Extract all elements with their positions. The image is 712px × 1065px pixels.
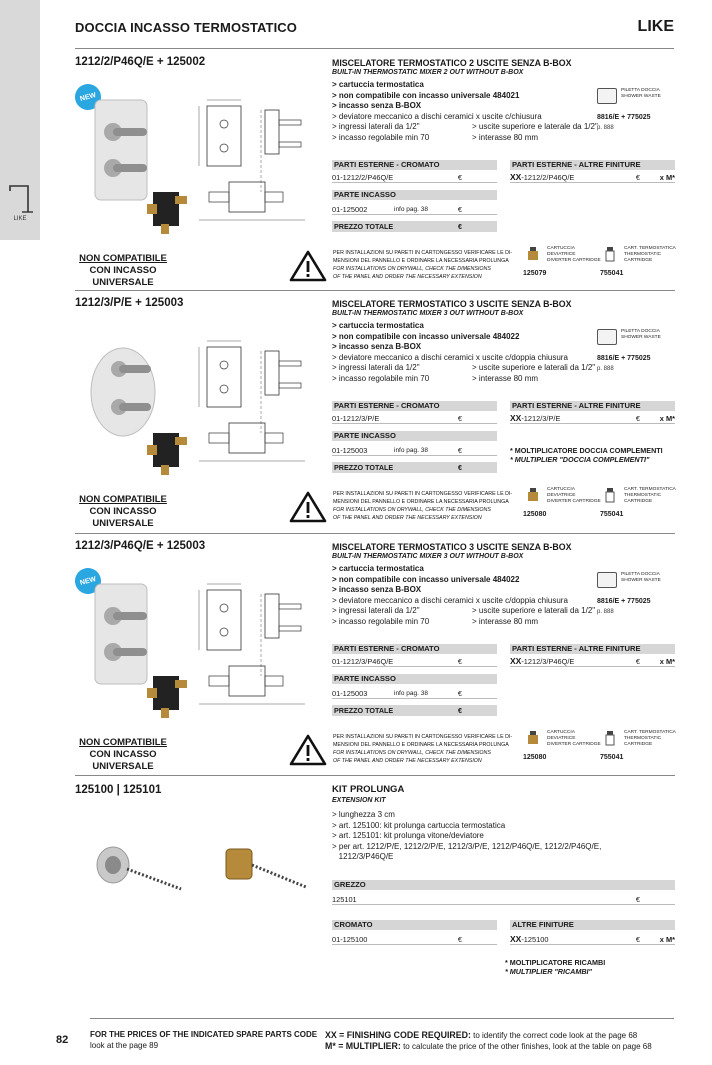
warning-icon [289, 250, 327, 282]
cromato-code: 01-125100 [332, 935, 368, 944]
drywall-note-it: MENSIONI DEL PANNELLO E ORDINARE LA NECESSARIA PROLUNGA [333, 742, 509, 748]
drywall-note-en: OF THE PANEL AND ORDER THE NECESSARY EXTENSION [333, 274, 482, 280]
thermo-cartridge-icon [600, 246, 620, 262]
footer-spare-rest: look at the page 89 [90, 1040, 159, 1050]
kit-chrome-image [93, 839, 183, 899]
ext-chrome-header: PARTI ESTERNE - CROMATO [332, 160, 497, 170]
not-compatible-note [75, 737, 171, 773]
thermo-label: CART. TERMOSTATICA [624, 246, 676, 251]
footer-m-rest: to calculate the price of the other finishes, look at the table on page 68 [400, 1042, 652, 1051]
new-badge-label: NEW [79, 575, 97, 587]
feature-list [332, 564, 596, 627]
euro-sign: € [457, 173, 462, 182]
feature-item: > cartuccia termostatica [332, 321, 424, 330]
body-code: 01-125003 [332, 689, 368, 698]
shower-waste-code: 8816/E + 775025 [597, 355, 651, 362]
feature-list [332, 80, 598, 143]
euro-sign: € [635, 173, 640, 182]
footer-divider [90, 1018, 674, 1019]
diverter-cartridge-icon [523, 246, 543, 262]
kit-feature-item: > art. 125101: kit prolunga vitone/deviatore [332, 831, 484, 840]
total-label: PREZZO TOTALE [334, 706, 394, 715]
kit-multiplier-note [505, 958, 605, 976]
euro-sign: € [458, 706, 462, 715]
cromato-row [332, 934, 497, 945]
product-title: MISCELATORE TERMOSTATICO 3 USCITE SENZA B-BOX [332, 299, 572, 309]
euro-sign: € [635, 935, 640, 944]
feature-item: > deviatore meccanico a dischi ceramici x uscite c/doppia chiusura [332, 595, 568, 605]
waste-label: PILETTA DOCCIA [621, 88, 660, 93]
finish-code-xx: XX [510, 172, 522, 182]
shower-waste-page: p. 888 [597, 609, 614, 615]
feature-item: > non compatibile con incasso universale 484021 [332, 90, 520, 100]
side-tab [0, 0, 40, 240]
not-compatible-line: UNIVERSALE [92, 761, 154, 772]
technical-drawing [195, 92, 325, 227]
cromato-header: CROMATO [332, 920, 497, 930]
not-compatible-line: UNIVERSALE [92, 277, 154, 288]
finish-code-xx: XX [510, 413, 522, 423]
ext-chrome-code: 01-1212/3/P46Q/E [332, 657, 394, 666]
product-subtitle: BUILT-IN THERMOSTATIC MIXER 2 OUT WITHOUT B-BOX [332, 69, 524, 76]
shower-waste-icon [597, 329, 617, 345]
total-label: PREZZO TOTALE [334, 463, 394, 472]
grezzo-header: GREZZO [332, 880, 675, 890]
waste-label: PILETTA DOCCIA [621, 572, 660, 577]
drywall-note-en: FOR INSTALLATIONS ON DRYWALL, CHECK THE DIMENSIONS [333, 507, 491, 513]
thermo-code: 755041 [600, 270, 624, 277]
ext-other-row [510, 413, 675, 424]
feature-item: > cartuccia termostatica [332, 564, 424, 573]
total-row [332, 221, 497, 232]
kit-subtitle: EXTENSION KIT [332, 797, 386, 804]
feature-item: > incasso senza B-BOX [332, 101, 422, 110]
technical-drawing [195, 576, 325, 711]
drywall-note-en: FOR INSTALLATIONS ON DRYWALL, CHECK THE DIMENSIONS [333, 266, 491, 272]
drywall-note [333, 733, 512, 765]
info-page: info pag. 38 [394, 447, 428, 454]
brand-name: LIKE [637, 18, 674, 35]
ext-other-row [510, 172, 675, 183]
info-page: info pag. 38 [394, 690, 428, 697]
diverter-label: CARTUCCIA [547, 246, 575, 251]
ext-chrome-code: 01-1212/2/P46Q/E [332, 173, 394, 182]
kit-feature-item: > art. 125100: kit prolunga cartuccia termostatica [332, 820, 506, 830]
thermo-code: 755041 [600, 754, 624, 761]
diverter-cartridge-icon [523, 730, 543, 746]
euro-sign: € [635, 895, 640, 904]
euro-sign: € [458, 222, 462, 231]
not-compatible-note [75, 253, 171, 289]
not-compatible-note [75, 494, 171, 530]
diverter-code: 125080 [523, 511, 547, 518]
euro-sign: € [457, 205, 462, 214]
body-row [332, 204, 497, 215]
not-compatible-line: CON INCASSO [89, 265, 157, 276]
footer-xx-rest: to identify the correct code look at the page 68 [470, 1031, 638, 1040]
feature-item: > interasse 80 mm [472, 616, 539, 626]
drywall-note-it: PER INSTALLAZIONI SU PARETI IN CARTONGESSO VERIFICARE LE DI- [333, 491, 513, 497]
thermo-label: CART. TERMOSTATICA [624, 487, 676, 492]
grezzo-code: 125101 [332, 895, 357, 904]
diverter-label: DIVERTER CARTRIDGE [547, 258, 601, 263]
section-divider [75, 533, 675, 534]
euro-sign: € [457, 446, 462, 455]
drywall-note-it: PER INSTALLAZIONI SU PARETI IN CARTONGESSO VERIFICARE LE DI- [333, 734, 513, 740]
euro-sign: € [457, 657, 462, 666]
body-code: 01-125003 [332, 446, 368, 455]
not-compatible-line: NON COMPATIBILE [79, 737, 167, 748]
drywall-note-it: PER INSTALLAZIONI SU PARETI IN CARTONGESSO VERIFICARE LE DI- [333, 250, 513, 256]
body-header: PARTE INCASSO [332, 190, 497, 200]
waste-label: SHOWER WASTE [621, 578, 661, 583]
footer-codes-note [325, 1030, 652, 1052]
euro-sign: € [457, 935, 462, 944]
info-page: info pag. 38 [394, 206, 428, 213]
ext-chrome-code: 01-1212/3/P/E [332, 414, 380, 423]
diverter-label: DEVIATRICE [547, 736, 576, 741]
thermo-label: CARTRIDGE [624, 499, 653, 504]
new-badge-label: NEW [79, 91, 97, 103]
multiplier: x M* [659, 935, 675, 944]
ext-other-row [510, 656, 675, 667]
feature-item: > incasso regolabile min 70 [332, 616, 430, 626]
total-row [332, 705, 497, 716]
product-code-title: 1212/3/P/E + 125003 [75, 297, 184, 309]
feature-item: > incasso senza B-BOX [332, 585, 422, 594]
drywall-note [333, 490, 512, 522]
not-compatible-line: NON COMPATIBILE [79, 494, 167, 505]
feature-item: > incasso regolabile min 70 [332, 132, 430, 142]
feature-item: > cartuccia termostatica [332, 80, 424, 89]
drywall-note-it: MENSIONI DEL PANNELLO E ORDINARE LA NECESSARIA PROLUNGA [333, 258, 509, 264]
shower-waste-page: p. 888 [597, 125, 614, 131]
feature-item: > non compatibile con incasso universale 484022 [332, 574, 520, 584]
kit-multiplier-en: * MULTIPLIER "RICAMBI" [505, 967, 592, 976]
finish-code-xx: XX [510, 656, 522, 666]
side-tab-label: LIKE [13, 216, 27, 222]
kit-feature-item: > per art. 1212/P/E, 1212/2/P/E, 1212/3/P/E, 1212/P46Q/E, 1212/2/P46Q/E, [332, 841, 602, 851]
feature-item: > non compatibile con incasso universale 484022 [332, 331, 520, 341]
footer-m-bold: M* = MULTIPLIER: [325, 1041, 401, 1051]
ext-other-header: PARTI ESTERNE - ALTRE FINITURE [510, 401, 675, 411]
waste-label: PILETTA DOCCIA [621, 329, 660, 334]
diverter-label: DEVIATRICE [547, 493, 576, 498]
thermo-label: THERMOSTATIC [624, 252, 662, 257]
body-header: PARTE INCASSO [332, 674, 497, 684]
page-title: DOCCIA INCASSO TERMOSTATICO [75, 20, 298, 35]
thermo-cartridge-icon [600, 730, 620, 746]
diverter-label: DIVERTER CARTRIDGE [547, 742, 601, 747]
kit-alt-header: ALTRE FINITURE [510, 920, 675, 930]
kit-multiplier-it: * MOLTIPLICATORE RICAMBI [505, 958, 606, 967]
feature-item: > incasso regolabile min 70 [332, 373, 430, 383]
warning-icon [289, 491, 327, 523]
drywall-note [333, 249, 512, 281]
feature-item: > uscite superiore e laterali da 1/2" [472, 363, 596, 372]
multiplier: x M* [659, 173, 675, 182]
total-row [332, 462, 497, 473]
kit-alt-row [510, 934, 675, 945]
feature-item: > interasse 80 mm [472, 373, 539, 383]
product-code-title: 1212/3/P46Q/E + 125003 [75, 540, 206, 552]
feature-item: > uscite superiore e laterale da 1/2" [472, 122, 598, 131]
not-compatible-line: NON COMPATIBILE [79, 253, 167, 264]
diverter-label: DEVIATRICE [547, 252, 576, 257]
not-compatible-line: UNIVERSALE [92, 518, 154, 529]
footer-spare-bold: FOR THE PRICES OF THE INDICATED SPARE PARTS CODE [90, 1030, 318, 1039]
euro-sign: € [635, 657, 640, 666]
body-row [332, 688, 497, 699]
total-label: PREZZO TOTALE [334, 222, 394, 231]
ext-chrome-row [332, 656, 497, 667]
product-section [75, 297, 675, 527]
shower-waste-icon [597, 572, 617, 588]
body-row [332, 445, 497, 456]
kit-code-title: 125100 | 125101 [75, 784, 162, 796]
warning-icon [289, 734, 327, 766]
kit-alt-code: -125100 [521, 935, 549, 944]
thermo-cartridge-icon [600, 487, 620, 503]
ext-chrome-row [332, 172, 497, 183]
built-in-body-image [147, 186, 187, 234]
product-section [75, 540, 675, 770]
drywall-note-en: FOR INSTALLATIONS ON DRYWALL, CHECK THE DIMENSIONS [333, 750, 491, 756]
footer-spare-parts-note [90, 1030, 317, 1051]
built-in-body-image [147, 670, 187, 718]
multiplier-note-it: * MOLTIPLICATORE DOCCIA COMPLEMENTI [510, 446, 663, 455]
not-compatible-line: CON INCASSO [89, 749, 157, 760]
header-divider [75, 48, 674, 49]
product-title: MISCELATORE TERMOSTATICO 3 USCITE SENZA B-BOX [332, 542, 572, 552]
feature-item: > deviatore meccanico a dischi ceramici x uscite c/doppia chiusura [332, 352, 568, 362]
grezzo-row [332, 894, 675, 905]
multiplier: x M* [659, 414, 675, 423]
body-code: 01-125002 [332, 205, 368, 214]
diverter-code: 125080 [523, 754, 547, 761]
body-header: PARTE INCASSO [332, 431, 497, 441]
kit-feature-list [332, 810, 601, 863]
feature-item: > uscite superiore e laterali da 1/2" [472, 606, 596, 615]
shower-waste-code: 8816/E + 775025 [597, 114, 651, 121]
drywall-note-it: MENSIONI DEL PANNELLO E ORDINARE LA NECESSARIA PROLUNGA [333, 499, 509, 505]
kit-feature-item: > lunghezza 3 cm [332, 810, 395, 819]
ext-other-code: -1212/3/P/E [521, 414, 561, 423]
diverter-label: CARTUCCIA [547, 487, 575, 492]
diverter-label: CARTUCCIA [547, 730, 575, 735]
feature-list [332, 321, 596, 384]
thermo-code: 755041 [600, 511, 624, 518]
product-subtitle: BUILT-IN THERMOSTATIC MIXER 3 OUT WITHOUT B-BOX [332, 553, 524, 560]
thermo-label: CARTRIDGE [624, 258, 653, 263]
feature-item: > ingressi laterali da 1/2" [332, 606, 420, 615]
section-divider [75, 290, 675, 291]
feature-item: > ingressi laterali da 1/2" [332, 363, 420, 372]
feature-item: > incasso senza B-BOX [332, 342, 422, 351]
waste-label: SHOWER WASTE [621, 335, 661, 340]
multiplier-note [510, 446, 663, 464]
multiplier: x M* [659, 657, 675, 666]
euro-sign: € [635, 414, 640, 423]
ext-other-code: -1212/2/P46Q/E [521, 173, 575, 182]
kit-brass-image [220, 839, 310, 899]
product-code-title: 1212/2/P46Q/E + 125002 [75, 56, 206, 68]
finish-code-xx: XX [510, 934, 522, 944]
kit-title: KIT PROLUNGA [332, 784, 405, 795]
ext-other-header: PARTI ESTERNE - ALTRE FINITURE [510, 160, 675, 170]
product-subtitle: BUILT-IN THERMOSTATIC MIXER 3 OUT WITHOUT B-BOX [332, 310, 524, 317]
not-compatible-line: CON INCASSO [89, 506, 157, 517]
drywall-note-en: OF THE PANEL AND ORDER THE NECESSARY EXTENSION [333, 515, 482, 521]
section-divider [75, 775, 675, 776]
shower-waste-code: 8816/E + 775025 [597, 598, 651, 605]
feature-item: > interasse 80 mm [472, 132, 539, 142]
thermo-label: CART. TERMOSTATICA [624, 730, 676, 735]
ext-chrome-header: PARTI ESTERNE - CROMATO [332, 644, 497, 654]
footer-xx-bold: XX = FINISHING CODE REQUIRED: [325, 1030, 471, 1040]
shower-waste-page: p. 888 [597, 366, 614, 372]
multiplier-note-en: * MULTIPLIER "DOCCIA COMPLEMENTI" [510, 455, 650, 464]
waste-label: SHOWER WASTE [621, 94, 661, 99]
thermo-label: CARTRIDGE [624, 742, 653, 747]
technical-drawing [195, 333, 325, 468]
product-section [75, 56, 675, 286]
feature-item: > deviatore meccanico a dischi ceramici x uscite c/chiusura [332, 111, 542, 121]
feature-item: > ingressi laterali da 1/2" [332, 122, 420, 131]
euro-sign: € [458, 463, 462, 472]
diverter-label: DIVERTER CARTRIDGE [547, 499, 601, 504]
euro-sign: € [457, 689, 462, 698]
diverter-cartridge-icon [523, 487, 543, 503]
diverter-code: 125079 [523, 270, 547, 277]
euro-sign: € [457, 414, 462, 423]
ext-chrome-row [332, 413, 497, 424]
kit-feature-item: 1212/3/P46Q/E [332, 852, 394, 861]
ext-other-header: PARTI ESTERNE - ALTRE FINITURE [510, 644, 675, 654]
faucet-icon [6, 182, 34, 214]
product-title: MISCELATORE TERMOSTATICO 2 USCITE SENZA B-BOX [332, 58, 572, 68]
drywall-note-en: OF THE PANEL AND ORDER THE NECESSARY EXTENSION [333, 758, 482, 764]
ext-chrome-header: PARTI ESTERNE - CROMATO [332, 401, 497, 411]
built-in-body-image [147, 427, 187, 475]
thermo-label: THERMOSTATIC [624, 493, 662, 498]
thermo-label: THERMOSTATIC [624, 736, 662, 741]
ext-other-code: -1212/3/P46Q/E [521, 657, 575, 666]
shower-waste-icon [597, 88, 617, 104]
page-number: 82 [56, 1034, 69, 1046]
